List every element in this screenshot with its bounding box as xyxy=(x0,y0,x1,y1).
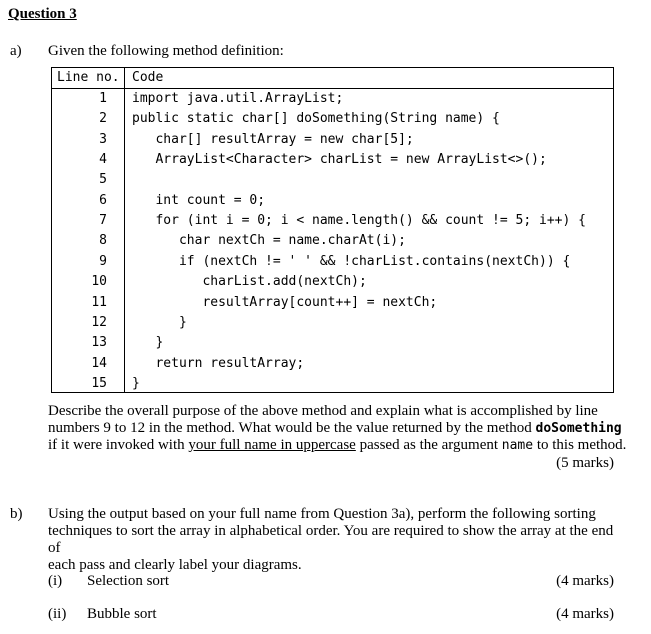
code-line: int count = 0; xyxy=(132,192,266,208)
part-b-line-2: techniques to sort the array in alphabetical order. You are required to show the array at the end of xyxy=(48,523,614,556)
code-line: if (nextCh != ' ' && !charList.contains(nextCh)) { xyxy=(132,253,571,269)
part-a-intro: Given the following method definition: xyxy=(48,43,284,59)
code-row xyxy=(52,111,613,131)
code-line: } xyxy=(132,375,140,391)
line-number: 11 xyxy=(91,294,107,310)
code-table xyxy=(51,67,614,393)
code-line: import java.util.ArrayList; xyxy=(132,91,344,106)
line-number: 2 xyxy=(99,111,107,127)
line-number: 9 xyxy=(99,253,107,269)
code-table-header xyxy=(52,68,613,89)
line-number: 15 xyxy=(91,375,107,391)
sub-item-text: Selection sort xyxy=(87,573,170,589)
code-row xyxy=(52,295,613,315)
code-line: charList.add(nextCh); xyxy=(132,274,367,290)
code-row xyxy=(52,254,613,274)
code-row xyxy=(52,213,613,233)
code-line: ArrayList<Character> charList = new ArrayList<>(); xyxy=(132,152,547,168)
argument-name: name xyxy=(501,438,534,453)
code-line: } xyxy=(132,335,164,351)
code-row xyxy=(52,132,613,152)
code-line: char[] resultArray = new char[5]; xyxy=(132,131,414,147)
part-a-marks: (5 marks) xyxy=(556,455,614,471)
sub-item-marks: (4 marks) xyxy=(556,606,614,622)
code-row xyxy=(52,356,613,376)
sub-item-number: (ii) xyxy=(48,606,67,622)
line-number: 10 xyxy=(91,274,107,290)
code-line: for (int i = 0; i < name.length() && count != 5; i++) { xyxy=(132,213,586,229)
question-title: Question 3 xyxy=(8,6,77,22)
code-row xyxy=(52,152,613,172)
sub-item-marks: (4 marks) xyxy=(556,573,614,589)
line-number: 8 xyxy=(99,233,107,249)
part-b-text xyxy=(48,506,628,574)
code-row xyxy=(52,376,613,396)
sub-item-number: (i) xyxy=(48,573,63,589)
line-number: 6 xyxy=(99,192,107,208)
sub-item-text: Bubble sort xyxy=(87,606,157,622)
code-line: } xyxy=(132,314,187,330)
part-b-label: b) xyxy=(10,506,23,522)
part-b-line-1: Using the output based on your full name from Question 3a), perform the following sorting xyxy=(48,506,596,522)
line-number: 7 xyxy=(99,213,107,229)
code-line: char nextCh = name.charAt(i); xyxy=(132,233,406,249)
desc-line-1: Describe the overall purpose of the above method and explain what is accomplished by line xyxy=(48,403,598,419)
code-row xyxy=(52,233,613,253)
line-number: 4 xyxy=(99,152,107,168)
part-a-label: a) xyxy=(10,43,22,59)
code-row xyxy=(52,335,613,355)
line-number: 1 xyxy=(99,91,107,106)
line-number: 5 xyxy=(99,172,107,188)
code-line: resultArray[count++] = nextCh; xyxy=(132,294,438,310)
line-no-header: Line no. xyxy=(57,70,120,85)
line-number: 12 xyxy=(91,314,107,330)
part-b-line-3: each pass and clearly label your diagrams. xyxy=(48,557,302,573)
code-row xyxy=(52,91,613,111)
code-row xyxy=(52,193,613,213)
line-number: 14 xyxy=(91,355,107,371)
code-line: return resultArray; xyxy=(132,355,305,371)
underlined-instruction: your full name in uppercase xyxy=(188,437,356,453)
code-line: public static char[] doSomething(String name) { xyxy=(132,111,500,127)
desc-line-3: if it were invoked with your full name in uppercase passed as the argument name to this method. xyxy=(48,437,627,453)
code-row xyxy=(52,274,613,294)
line-number: 13 xyxy=(91,335,107,351)
method-name: doSomething xyxy=(535,421,622,436)
code-header: Code xyxy=(132,70,164,85)
code-row xyxy=(52,315,613,335)
desc-line-2: numbers 9 to 12 in the method. What would be the value returned by the method doSomething xyxy=(48,420,622,436)
part-a-description xyxy=(48,403,628,454)
line-number: 3 xyxy=(99,131,107,147)
code-row xyxy=(52,172,613,192)
